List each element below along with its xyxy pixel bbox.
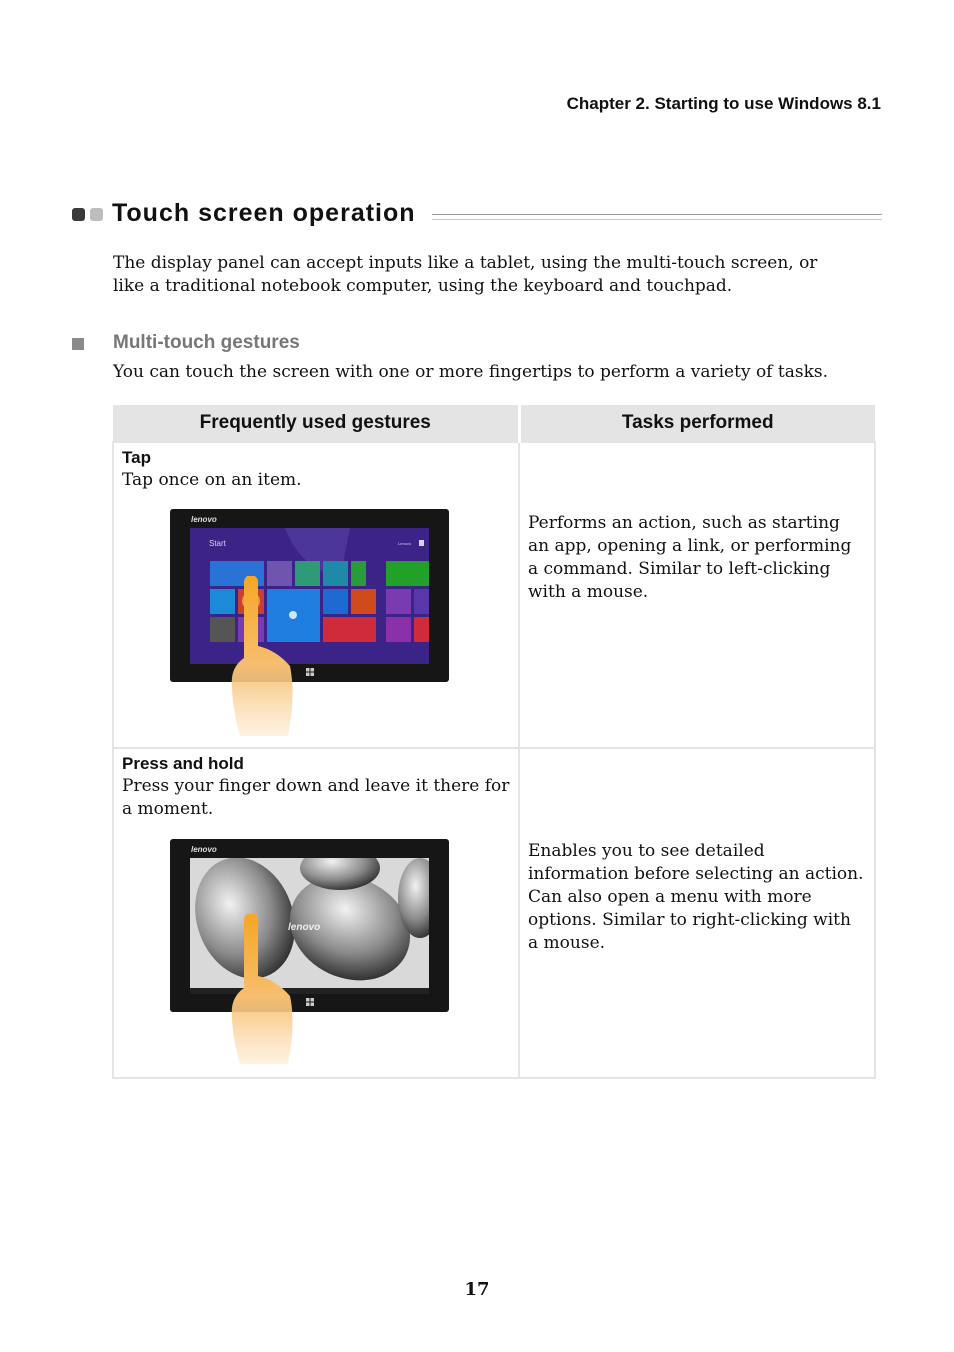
task-cell: [519, 748, 875, 1078]
tablet-brand-label: lenovo: [191, 845, 217, 854]
table-row: [113, 748, 875, 1078]
task-description: Performs an action, such as starting an app, opening a link, or performing a command. Similar to left-clicking with a mouse.: [528, 513, 852, 602]
user-label: Lenovo: [398, 541, 412, 546]
windows-logo-icon: [306, 998, 314, 1006]
gesture-description: Tap once on an item.: [122, 470, 302, 490]
subsection-text: You can touch the screen with one or more fingertips to perform a variety of tasks.: [113, 362, 828, 382]
heading-bullet-light-icon: [90, 208, 103, 221]
column-header-gestures: Frequently used gestures: [113, 405, 519, 442]
start-label: Start: [209, 539, 226, 548]
gesture-name: Tap: [122, 448, 151, 467]
section-title: Touch screen operation: [112, 199, 426, 228]
desktop-wallpaper-image: [190, 858, 429, 994]
gesture-cell: [113, 748, 519, 1078]
subsection-title: Multi-touch gestures: [113, 332, 300, 353]
square-bullet-icon: [72, 338, 84, 350]
table-row: [113, 442, 875, 748]
finger-press-icon: [230, 914, 300, 1064]
table-header-row: [113, 405, 875, 442]
heading-rule: [432, 214, 882, 220]
page-number: 17: [464, 1279, 490, 1300]
start-screen-image: [190, 528, 429, 664]
tablet-brand-label: lenovo: [191, 515, 217, 524]
wallpaper-logo: lenovo: [288, 922, 321, 933]
gesture-cell: [113, 442, 519, 748]
tablet-wallpaper-illustration: [170, 839, 449, 1012]
column-header-tasks: Tasks performed: [519, 405, 875, 442]
heading-bullet-dark-icon: [72, 208, 85, 221]
gesture-description: Press your finger down and leave it there for a moment.: [122, 776, 510, 819]
windows-logo-icon: [306, 668, 314, 676]
gestures-table: [112, 405, 876, 1079]
chapter-header: Chapter 2. Starting to use Windows 8.1: [566, 94, 881, 113]
gesture-name: Press and hold: [122, 754, 244, 773]
section-heading: [72, 199, 882, 233]
intro-paragraph: The display panel can accept inputs like a tablet, using the multi-touch screen, or like a traditional notebook computer, using the keyboard and touchpad.: [113, 253, 818, 296]
task-description: Enables you to see detailed information before selecting an action. Can also open a menu with more options. Similar to right-clicking with a mouse.: [528, 841, 864, 953]
tablet-start-screen-illustration: [170, 509, 449, 682]
task-cell: [519, 442, 875, 748]
finger-tap-icon: [230, 576, 300, 736]
